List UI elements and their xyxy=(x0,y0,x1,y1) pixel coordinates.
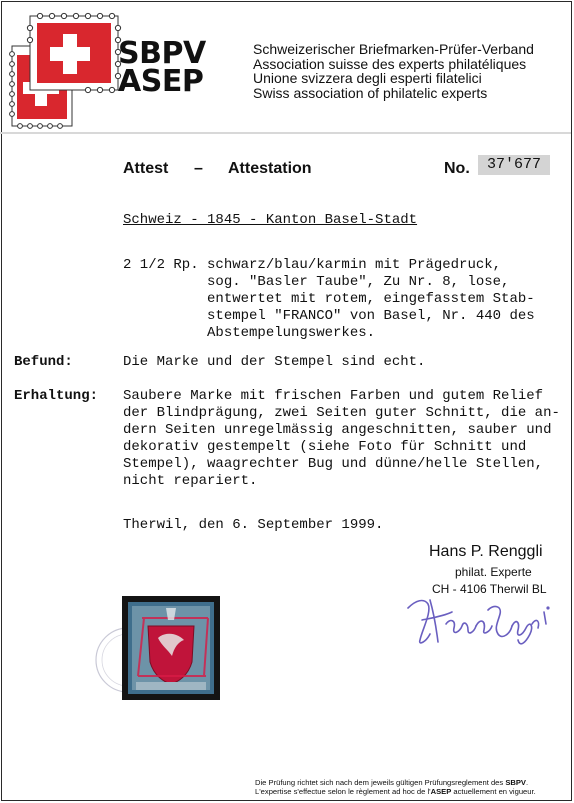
brand-asep: ASEP xyxy=(118,64,204,99)
stamp-subject: Schweiz - 1845 - Kanton Basel-Stadt xyxy=(123,212,418,228)
footer-text: Die Prüfung richtet sich nach dem jeweils gültigen Prüfungsreglement des xyxy=(255,778,506,787)
footer-sbpv: SBPV xyxy=(505,778,526,787)
examiner-name: Hans P. Renggli xyxy=(429,543,543,560)
brand-sbpv: SBPV xyxy=(118,36,206,71)
signature-icon xyxy=(402,590,554,652)
erhaltung-line: Saubere Marke mit frischen Farben und gutem Relief xyxy=(123,388,544,404)
erhaltung-line: der Blindprägung, zwei Seiten guter Schnitt, die an- xyxy=(123,405,560,421)
footer-line-fr xyxy=(255,787,536,796)
org-name-en: Swiss association of philatelic experts xyxy=(253,84,488,101)
title-attest: Attest xyxy=(123,160,169,177)
footer-asep: ASEP xyxy=(430,787,452,796)
description-line: entwertet mit rotem, eingefasstem Stab- xyxy=(123,291,535,307)
description-line: Abstempelungswerkes. xyxy=(123,325,376,341)
org-name-it: Unione svizzera degli esperti filatelici xyxy=(253,70,482,87)
stamp-photo xyxy=(92,590,232,705)
description-line: 2 1/2 Rp. schwarz/blau/karmin mit Prägedruck, xyxy=(123,257,502,273)
certificate-number-label: No. xyxy=(444,160,470,177)
certificate-number: 37'677 xyxy=(478,155,550,175)
erhaltung-value xyxy=(123,388,560,490)
examiner-title: philat. Experte xyxy=(455,565,532,579)
description-line: sog. "Basler Taube", Zu Nr. 8, lose, xyxy=(123,274,510,290)
examiner-address: CH - 4106 Therwil BL xyxy=(432,582,547,596)
title-attestation: Attestation xyxy=(228,160,312,177)
org-name-de: Schweizerischer Briefmarken-Prüfer-Verband xyxy=(253,41,534,57)
place-and-date: Therwil, den 6. September 1999. xyxy=(123,517,384,533)
organization-names xyxy=(253,42,534,100)
erhaltung-line: Stempel), waagrechter Bug und dünne/helle Stellen, xyxy=(123,456,544,472)
brand-wordmark xyxy=(118,36,206,99)
footer-text: actuellement en vigueur. xyxy=(451,787,536,796)
title-dash: – xyxy=(194,160,203,177)
footer-text: L'expertise s'effectue selon le règlement ad hoc de l' xyxy=(255,787,431,796)
stamp-description xyxy=(123,257,535,342)
swiss-cross-logo-icon xyxy=(8,10,126,130)
befund-value: Die Marke und der Stempel sind echt. xyxy=(123,354,426,370)
footer-line-de xyxy=(255,778,536,787)
erhaltung-line: dern Seiten unregelmässig angeschnitten, sauber und xyxy=(123,422,552,438)
befund-label: Befund: xyxy=(14,354,73,370)
description-line: stempel "FRANCO" von Basel, Nr. 440 des xyxy=(123,308,535,324)
org-name-fr: Association suisse des experts philatéliques xyxy=(253,55,527,72)
footer-text: . xyxy=(526,778,529,787)
erhaltung-line: nicht repariert. xyxy=(123,473,258,489)
header-divider xyxy=(0,132,571,134)
footer-note xyxy=(255,778,536,796)
erhaltung-line: dekorativ gestempelt (siehe Foto für Schnitt und xyxy=(123,439,527,455)
erhaltung-label: Erhaltung: xyxy=(14,388,99,404)
